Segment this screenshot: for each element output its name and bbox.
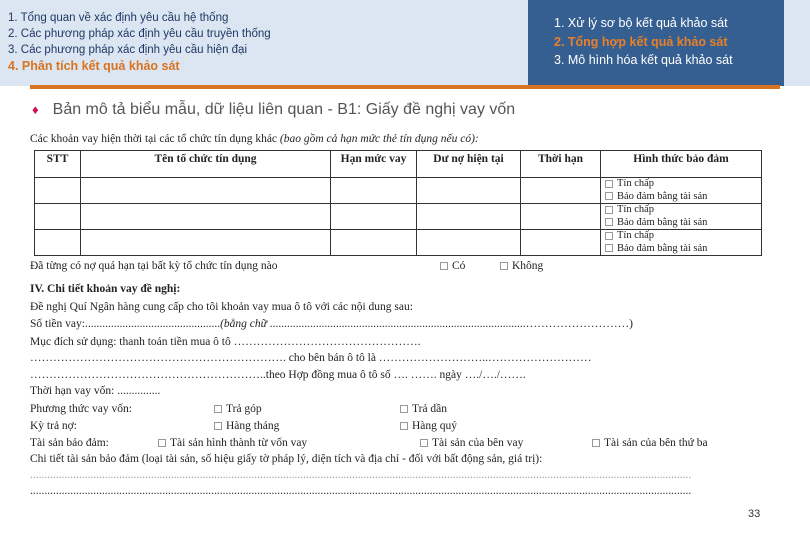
divider xyxy=(30,85,780,89)
form-line: ...................................................................................................................................................................................................................................... xyxy=(30,485,692,497)
subsection-nav xyxy=(528,0,784,86)
bullet-text: Bản mô tả biểu mẫu, dữ liệu liên quan - B1: Giấy đề nghị vay vốn xyxy=(52,101,516,118)
form-line: …………………………………………………………. cho bên bán ô tô là ………………………..……………………… xyxy=(30,352,592,364)
subnav-item[interactable]: 1. Xử lý sơ bộ kết quả khảo sát xyxy=(554,16,728,30)
loans-table xyxy=(34,150,762,256)
table-row: Tín chấp Bảo đảm bằng tài sản xyxy=(35,178,762,204)
table-header: STT Tên tổ chức tín dụng Hạn mức vay Dư nợ hiện tại Thời hạn Hình thức bảo đảm xyxy=(35,151,762,178)
nav-item-active[interactable]: 4. Phân tích kết quả khảo sát xyxy=(8,59,180,73)
form-intro: Các khoản vay hiện thời tại các tổ chức tín dụng khác (bao gồm cả hạn mức thẻ tín dụng nếu có): xyxy=(30,133,479,145)
form-line: Phương thức vay vốn: Trả góp Trả dần xyxy=(30,403,448,415)
diamond-bullet-icon: ♦ xyxy=(32,102,39,117)
nav-item[interactable]: 2. Các phương pháp xác định yêu cầu truyền thống xyxy=(8,28,271,40)
form-line: Mục đích sử dụng: thanh toán tiền mua ô tô …………………………………………. xyxy=(30,336,421,348)
table-row: Tín chấp Bảo đảm bằng tài sản xyxy=(35,204,762,230)
form-line: Tài sản bảo đảm: Tài sản hình thành từ vốn vay Tài sản của bên vay Tài sản của bên thứ ba xyxy=(30,437,708,449)
nav-item[interactable]: 3. Các phương pháp xác định yêu cầu hiện đại xyxy=(8,44,248,56)
form-line: Thời hạn vay vốn: ............... xyxy=(30,385,161,397)
slide-bullet xyxy=(32,101,515,119)
page-number: 33 xyxy=(748,508,761,520)
overdue-line: Đã từng có nợ quá hạn tại bất kỳ tổ chức tín dụng nào Có Không xyxy=(30,260,544,272)
section-title: IV. Chi tiết khoản vay đề nghị: xyxy=(30,283,181,295)
form-line: ……………………………………………………..theo Hợp đồng mua ô tô số …. ……. ngày …./…./……. xyxy=(30,369,526,381)
form-line: Số tiền vay:...............................................(bằng chữ .........................................................................................………………………) xyxy=(30,318,634,330)
table-row: Tín chấp Bảo đảm bằng tài sản xyxy=(35,230,762,256)
nav-item[interactable]: 1. Tổng quan về xác định yêu cầu hệ thống xyxy=(8,12,229,24)
subnav-item[interactable]: 3. Mô hình hóa kết quả khảo sát xyxy=(554,53,733,67)
subnav-item-active[interactable]: 2. Tổng hợp kết quả khảo sát xyxy=(554,34,728,49)
form-line: ...................................................................................................................................................................................................................................... xyxy=(30,469,692,481)
form-line: Kỳ trả nợ: Hàng tháng Hàng quý xyxy=(30,420,458,432)
form-line: Chi tiết tài sản bảo đảm (loại tài sản, số hiệu giấy tờ pháp lý, diện tích và địa chỉ - đối với bất động sản, giá trị): xyxy=(30,453,543,465)
section-nav xyxy=(8,10,271,74)
form-line: Đề nghị Quí Ngân hàng cung cấp cho tôi khoản vay mua ô tô với các nội dung sau: xyxy=(30,301,413,313)
